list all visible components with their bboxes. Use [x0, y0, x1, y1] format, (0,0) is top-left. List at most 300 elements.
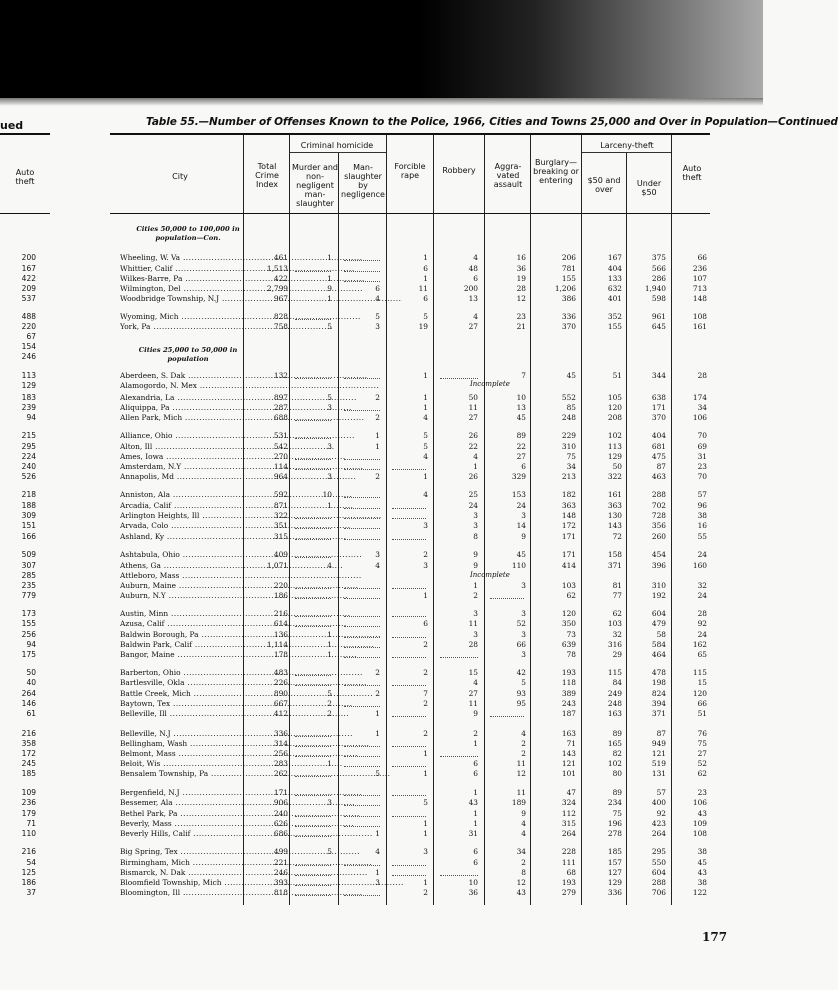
over50-cell: 81 [612, 581, 622, 590]
over50-cell: 278 [607, 829, 622, 838]
left-auto-theft-value: 185 [21, 769, 36, 778]
over50-cell: 77 [612, 591, 622, 600]
city-name: Wilkes-Barre, Pa ..... [120, 274, 248, 283]
left-auto-theft-header: Auto theft [15, 168, 35, 186]
table-row [110, 501, 710, 511]
rape-cell: 5 [423, 312, 428, 321]
auto-cell: 69 [697, 442, 707, 451]
auto-cell: 161 [692, 322, 707, 331]
murder-cell: 9 [327, 284, 332, 293]
auto-cell: 120 [692, 689, 707, 698]
robbery-cell: 26 [468, 431, 478, 440]
empty-cell-leader [295, 588, 331, 590]
total-cell: 114 [273, 462, 288, 471]
mansl-cell: 1 [375, 829, 380, 838]
rape-cell: 2 [423, 888, 428, 897]
left-auto-theft-value: 110 [21, 829, 36, 838]
left-auto-theft-value: 216 [21, 847, 36, 856]
assault-cell: 36 [516, 264, 526, 273]
city-name: Ames, Iowa ..... [120, 452, 248, 461]
rape-cell: 2 [423, 699, 428, 708]
city-name: Bismarck, N. Dak ..... [120, 868, 248, 877]
auto-cell: 236 [692, 264, 707, 273]
city-name: Annapolis, Md ..... [120, 472, 248, 481]
over50-cell: 62 [612, 609, 622, 618]
left-auto-theft-value: 40 [26, 678, 36, 687]
city-name: Ashtabula, Ohio ..... [120, 550, 248, 559]
auto-cell: 43 [697, 868, 707, 877]
burglary-cell: 155 [561, 274, 576, 283]
empty-cell-leader [440, 875, 478, 877]
city-name: Wilmington, Del ..... [120, 284, 248, 293]
table-row [110, 322, 710, 332]
city-name: Bergenfield, N.J ..... [120, 788, 248, 797]
over50-cell: 75 [612, 809, 622, 818]
left-auto-theft-value: 179 [21, 809, 36, 818]
burglary-cell: 229 [561, 431, 576, 440]
city-name: Bangor, Maine ..... [120, 650, 248, 659]
city-name: Beverly Hills, Calif ..... [120, 829, 248, 838]
table-row [110, 431, 710, 441]
empty-cell-leader [344, 756, 380, 758]
empty-cell-leader [490, 598, 524, 600]
rape-cell: 1 [423, 819, 428, 828]
left-auto-theft-value: 537 [21, 294, 36, 303]
over50-cell: 196 [607, 819, 622, 828]
burglary-cell: 389 [561, 689, 576, 698]
left-auto-theft-value: 358 [21, 739, 36, 748]
auto-cell: 52 [697, 759, 707, 768]
over50-cell: 249 [607, 689, 622, 698]
table-row [110, 689, 710, 699]
assault-cell: 34 [516, 847, 526, 856]
city-name: Bethel Park, Pa ..... [120, 809, 248, 818]
burglary-cell: 279 [561, 888, 576, 897]
empty-cell-leader [440, 657, 478, 659]
over50-cell: 72 [612, 532, 622, 541]
assault-cell: 23 [516, 312, 526, 321]
empty-cell-leader [295, 598, 331, 600]
auto-cell: 28 [697, 609, 707, 618]
auto-cell: 148 [692, 294, 707, 303]
assault-cell: 7 [521, 371, 526, 380]
over50-cell: 632 [607, 284, 622, 293]
table-row [110, 847, 710, 857]
table-row [110, 888, 710, 898]
mansl-cell: 5 [375, 312, 380, 321]
under50-cell: 961 [651, 312, 666, 321]
burglary-cell: 182 [561, 490, 576, 499]
table-row [110, 371, 710, 381]
empty-cell-leader [344, 518, 380, 520]
over50-cell: 161 [607, 490, 622, 499]
city-name: Wyoming, Mich ..... [120, 312, 248, 321]
murder-cell: 3 [327, 798, 332, 807]
rape-cell: 2 [423, 550, 428, 559]
rape-cell: 1 [423, 274, 428, 283]
total-cell: 220 [273, 581, 288, 590]
under50-cell: 371 [651, 709, 666, 718]
burglary-cell: 193 [561, 668, 576, 677]
left-auto-theft-value: 245 [21, 759, 36, 768]
under50-cell: 344 [651, 371, 666, 380]
total-cell: 256 [273, 749, 288, 758]
robbery-cell: 48 [468, 264, 478, 273]
rape-cell: 2 [423, 729, 428, 738]
robbery-cell: 50 [468, 393, 478, 402]
under50-cell: 478 [651, 668, 666, 677]
rape-cell: 5 [423, 431, 428, 440]
total-cell: 1,513 [266, 264, 288, 273]
empty-cell-leader [344, 706, 380, 708]
table-row [110, 561, 710, 571]
burglary-cell: 552 [561, 393, 576, 402]
total-cell: 336 [273, 729, 288, 738]
robbery-cell: 25 [468, 490, 478, 499]
assault-cell: 3 [521, 609, 526, 618]
robbery-cell: 27 [468, 322, 478, 331]
under50-cell: 706 [651, 888, 666, 897]
city-name: Big Spring, Tex ..... [120, 847, 248, 856]
robbery-cell: 31 [468, 829, 478, 838]
left-auto-theft-value: 422 [21, 274, 36, 283]
total-cell: 262 [273, 769, 288, 778]
murder-cell: 10 [322, 490, 332, 499]
auto-cell: 66 [697, 699, 707, 708]
city-name: Auburn, N.Y ..... [120, 591, 248, 600]
over50-cell: 84 [612, 678, 622, 687]
over50-cell: 29 [612, 650, 622, 659]
assault-cell: 45 [516, 413, 526, 422]
burglary-cell: 336 [561, 312, 576, 321]
total-cell: 964 [273, 472, 288, 481]
auto-cell: 24 [697, 591, 707, 600]
assault-cell: 52 [516, 619, 526, 628]
robbery-cell: 4 [473, 312, 478, 321]
table-row [110, 462, 710, 472]
under50-cell: 645 [651, 322, 666, 331]
murder-cell: 5 [327, 689, 332, 698]
burglary-cell: 310 [561, 442, 576, 451]
total-cell: 246 [273, 868, 288, 877]
left-auto-theft-value: 218 [21, 490, 36, 499]
empty-cell-leader [392, 637, 426, 639]
burglary-cell: 71 [566, 739, 576, 748]
rape-cell: 1 [423, 749, 428, 758]
left-auto-theft-value: 37 [26, 888, 36, 897]
total-cell: 818 [273, 888, 288, 897]
over50-cell: 157 [607, 858, 622, 867]
left-auto-theft-value: 173 [21, 609, 36, 618]
left-auto-theft-value: 54 [26, 858, 36, 867]
total-cell: 531 [273, 431, 288, 440]
rape-cell: 2 [423, 668, 428, 677]
empty-cell-leader [295, 746, 331, 748]
under50-cell: 288 [651, 878, 666, 887]
city-name: Alton, Ill ..... [120, 442, 248, 451]
total-cell: 614 [273, 619, 288, 628]
empty-cell-leader [392, 657, 426, 659]
empty-cell-leader [344, 588, 380, 590]
burglary-cell: 75 [566, 452, 576, 461]
robbery-cell: 4 [473, 452, 478, 461]
rape-cell: 3 [423, 561, 428, 570]
rape-cell: 1 [423, 769, 428, 778]
rape-cell: 5 [423, 442, 428, 451]
empty-cell-leader [295, 319, 331, 321]
left-auto-theft-value: 155 [21, 619, 36, 628]
under50-cell: 394 [651, 699, 666, 708]
city-name: Alliance, Ohio ..... [120, 431, 248, 440]
burglary-cell: 248 [561, 413, 576, 422]
total-cell: 136 [273, 630, 288, 639]
empty-cell-leader [490, 716, 524, 718]
table-row [110, 452, 710, 462]
robbery-cell: 11 [468, 403, 478, 412]
over50-cell: 208 [607, 413, 622, 422]
rape-cell: 6 [423, 619, 428, 628]
empty-cell-leader [295, 875, 331, 877]
under50-cell: 1,940 [644, 284, 666, 293]
empty-cell-leader [295, 675, 331, 677]
under50-cell: 454 [651, 550, 666, 559]
burglary-cell: 193 [561, 878, 576, 887]
city-name: Anniston, Ala ..... [120, 490, 248, 499]
empty-cell-leader [344, 685, 380, 687]
empty-cell-leader [295, 865, 331, 867]
under50-cell: 475 [651, 452, 666, 461]
mansl-cell: 3 [375, 878, 380, 887]
murder-cell: 1 [327, 294, 332, 303]
over50-cell: 89 [612, 729, 622, 738]
mansl-cell: 1 [375, 709, 380, 718]
over50-cell: 80 [612, 769, 622, 778]
burglary-cell: 363 [561, 501, 576, 510]
left-auto-theft-value: 236 [21, 798, 36, 807]
empty-cell-leader [344, 657, 380, 659]
over50-cell: 89 [612, 788, 622, 797]
table-row [110, 581, 710, 591]
total-cell: 758 [273, 322, 288, 331]
burglary-cell: 47 [566, 788, 576, 797]
over50-cell: 105 [607, 393, 622, 402]
total-cell: 216 [273, 609, 288, 618]
city-name: Auburn, Maine ..... [120, 581, 248, 590]
over50-cell: 401 [607, 294, 622, 303]
table-row [110, 550, 710, 560]
over50-cell: 50 [612, 462, 622, 471]
under50-cell: 584 [651, 640, 666, 649]
table-row [110, 798, 710, 808]
over50-cell: 133 [607, 274, 622, 283]
burglary-header: Burglary—breaking or entering [533, 158, 579, 185]
table-row [110, 274, 710, 284]
empty-cell-leader [392, 539, 426, 541]
rape-cell: 6 [423, 294, 428, 303]
total-header: Total Crime Index [255, 162, 279, 189]
burglary-cell: 171 [561, 550, 576, 559]
robbery-cell: 6 [473, 847, 478, 856]
over50-cell: 102 [607, 759, 622, 768]
under50-cell: 400 [651, 798, 666, 807]
table-row [110, 521, 710, 531]
left-auto-theft-value: 216 [21, 729, 36, 738]
table-row [110, 878, 710, 888]
under50-cell: 375 [651, 253, 666, 262]
assault-cell: 22 [516, 442, 526, 451]
table-row [110, 442, 710, 452]
auto-cell: 108 [692, 312, 707, 321]
empty-cell-leader [344, 805, 380, 807]
under50-cell: 702 [651, 501, 666, 510]
under50-cell: 949 [651, 739, 666, 748]
empty-cell-leader [344, 539, 380, 541]
empty-cell-leader [295, 539, 331, 541]
assault-cell: 27 [516, 452, 526, 461]
robbery-cell: 26 [468, 472, 478, 481]
assault-cell: 3 [521, 581, 526, 590]
auto-cell: 23 [697, 462, 707, 471]
auto-cell: 38 [697, 878, 707, 887]
total-cell: 667 [273, 699, 288, 708]
over50-cell: 363 [607, 501, 622, 510]
total-cell: 542 [273, 442, 288, 451]
total-cell: 287 [273, 403, 288, 412]
rape-cell: 4 [423, 413, 428, 422]
burglary-cell: 171 [561, 532, 576, 541]
rape-cell: 4 [423, 452, 428, 461]
auto-cell: 92 [697, 619, 707, 628]
assault-cell: 12 [516, 769, 526, 778]
table-row [110, 264, 710, 274]
murder-cell: 1 [327, 759, 332, 768]
burglary-cell: 172 [561, 521, 576, 530]
assault-cell: 14 [516, 521, 526, 530]
empty-cell-leader [392, 508, 426, 510]
robbery-cell: 4 [473, 253, 478, 262]
total-cell: 393 [273, 878, 288, 887]
left-auto-theft-value: 239 [21, 403, 36, 412]
left-auto-theft-value: 129 [21, 381, 36, 390]
murder-cell: 1 [327, 640, 332, 649]
left-auto-theft-value: 209 [21, 284, 36, 293]
rape-cell: 19 [418, 322, 428, 331]
under50-cell: 824 [651, 689, 666, 698]
table-row [110, 403, 710, 413]
mansl-cell: 2 [375, 393, 380, 402]
auto-cell: 24 [697, 630, 707, 639]
under50-cell: 295 [651, 847, 666, 856]
left-auto-theft-value: 224 [21, 452, 36, 461]
over50-cell: 143 [607, 521, 622, 530]
table-row [110, 749, 710, 759]
robbery-cell: 36 [468, 888, 478, 897]
auto-cell: 713 [692, 284, 707, 293]
total-cell: 409 [273, 550, 288, 559]
murder-cell: 5 [327, 393, 332, 402]
empty-cell-leader [392, 795, 426, 797]
auto-cell: 66 [697, 253, 707, 262]
empty-cell-leader [344, 766, 380, 768]
table-row [110, 294, 710, 304]
under50-cell: 87 [656, 729, 666, 738]
empty-cell-leader [344, 410, 380, 412]
murder-cell: 5 [327, 322, 332, 331]
city-name: Ashland, Ky ..... [120, 532, 248, 541]
murder-cell: 2 [327, 699, 332, 708]
table-row [110, 619, 710, 629]
rape-cell: 1 [423, 829, 428, 838]
auto-cell: 57 [697, 490, 707, 499]
empty-cell-leader [392, 746, 426, 748]
robbery-cell: 11 [468, 699, 478, 708]
assault-cell: 9 [521, 532, 526, 541]
burglary-cell: 111 [561, 858, 576, 867]
assault-cell: 329 [511, 472, 526, 481]
total-cell: 906 [273, 798, 288, 807]
empty-cell-leader [440, 378, 478, 380]
empty-cell-leader [392, 766, 426, 768]
under50-cell: 57 [656, 788, 666, 797]
robbery-cell: 24 [468, 501, 478, 510]
burglary-cell: 121 [561, 759, 576, 768]
city-name: Arvada, Colo ..... [120, 521, 248, 530]
empty-cell-leader [344, 598, 380, 600]
over50-cell: 129 [607, 878, 622, 887]
robbery-cell: 2 [473, 591, 478, 600]
auto-cell: 24 [697, 550, 707, 559]
table-row [110, 571, 710, 581]
burglary-cell: 103 [561, 581, 576, 590]
city-name: Attleboro, Mass ..... [120, 571, 248, 580]
burglary-cell: 120 [561, 609, 576, 618]
auto-cell: 38 [697, 511, 707, 520]
total-cell: 240 [273, 809, 288, 818]
auto-theft-header: Auto theft [682, 164, 702, 182]
burglary-cell: 243 [561, 699, 576, 708]
under50-cell: 423 [651, 819, 666, 828]
empty-cell-leader [295, 616, 331, 618]
burglary-cell: 187 [561, 709, 576, 718]
total-cell: 2,799 [266, 284, 288, 293]
empty-cell-leader [344, 497, 380, 499]
over50-cell: 248 [607, 699, 622, 708]
empty-cell-leader [392, 616, 426, 618]
table-row [110, 788, 710, 798]
over50-cell: 316 [607, 640, 622, 649]
auto-cell: 70 [697, 431, 707, 440]
empty-cell-leader [295, 685, 331, 687]
table-row [110, 591, 710, 601]
rape-cell: 1 [423, 393, 428, 402]
robbery-cell: 3 [473, 511, 478, 520]
left-auto-theft-value: 113 [21, 371, 36, 380]
city-name: Belleville, N.J ..... [120, 729, 248, 738]
murder-cell: 2 [327, 709, 332, 718]
empty-cell-leader [344, 746, 380, 748]
left-auto-theft-value: 309 [21, 511, 36, 520]
rape-cell: 3 [423, 521, 428, 530]
burglary-cell: 73 [566, 630, 576, 639]
rape-cell: 1 [423, 472, 428, 481]
left-auto-theft-value: 183 [21, 393, 36, 402]
under50-cell: 356 [651, 521, 666, 530]
assault-cell: 11 [516, 759, 526, 768]
left-auto-theft-value: 240 [21, 462, 36, 471]
table-row [110, 609, 710, 619]
table-row [110, 511, 710, 521]
empty-cell-leader [295, 378, 331, 380]
